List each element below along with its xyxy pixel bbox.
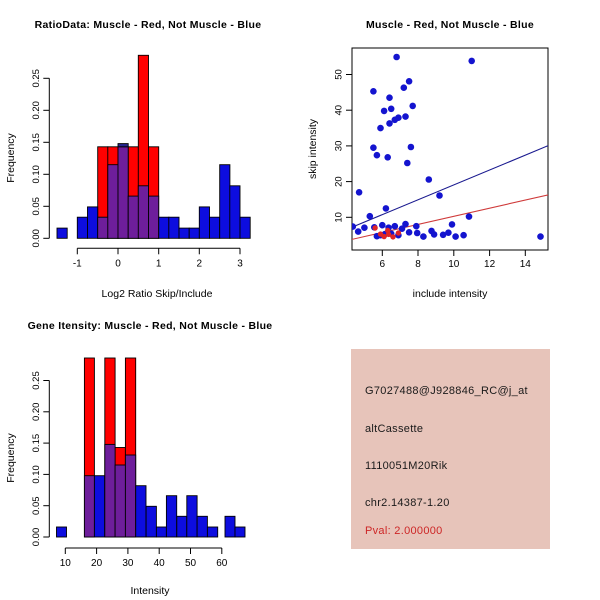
scatter-point-notmuscle bbox=[355, 228, 362, 235]
hist-bar-notmuscle bbox=[94, 476, 104, 537]
y-tick-label: 0.00 bbox=[30, 527, 42, 547]
hist-bar-notmuscle bbox=[240, 217, 250, 238]
hist-bar-notmuscle bbox=[57, 527, 67, 537]
hist-bar-notmuscle bbox=[77, 217, 87, 238]
locus-text: chr2.14387-1.20 bbox=[365, 497, 450, 509]
hist-bar-notmuscle bbox=[159, 217, 169, 238]
x-tick-label: 10 bbox=[59, 558, 71, 569]
scatter-point-notmuscle bbox=[377, 125, 384, 132]
hist-bar-notmuscle bbox=[166, 496, 176, 537]
scatter-point-notmuscle bbox=[384, 154, 391, 161]
hist-bar-notmuscle bbox=[235, 527, 245, 537]
scatter-point-notmuscle bbox=[431, 231, 438, 238]
hist-bar-notmuscle bbox=[169, 217, 179, 238]
y-tick-label: 0.10 bbox=[30, 465, 42, 484]
y-tick-label: 40 bbox=[333, 104, 345, 116]
scatter-ylabel: skip intensity bbox=[307, 118, 319, 180]
hist-bar-notmuscle bbox=[57, 228, 67, 238]
scatter-point-notmuscle bbox=[468, 58, 475, 65]
x-tick-label: 10 bbox=[448, 259, 460, 270]
y-tick-label: 0.10 bbox=[30, 165, 42, 184]
hist-bar-overlap bbox=[128, 196, 138, 238]
scatter-point-notmuscle bbox=[452, 233, 459, 240]
scatter-point-notmuscle bbox=[361, 224, 368, 231]
hist-bar-notmuscle bbox=[88, 207, 98, 238]
x-tick-label: 6 bbox=[379, 259, 386, 270]
x-tick-label: 2 bbox=[196, 258, 203, 270]
scatter-point-notmuscle bbox=[409, 103, 416, 110]
gene-symbol-text: 1110051M20Rik bbox=[365, 460, 448, 472]
scatter-point-notmuscle bbox=[413, 223, 420, 230]
hist-bar-overlap bbox=[138, 186, 148, 239]
scatter-point-notmuscle bbox=[383, 205, 390, 212]
panel-gene-histogram bbox=[0, 300, 300, 600]
ratio-hist-bars bbox=[57, 55, 250, 238]
pval-text: Pval: 2.000000 bbox=[365, 525, 443, 537]
scatter-point-muscle bbox=[390, 234, 395, 239]
hist-bar-overlap bbox=[105, 444, 115, 537]
gene-hist-title: Gene Itensity: Muscle - Red, Not Muscle - Blue bbox=[27, 320, 273, 332]
probe-id-text: G7027488@J928846_RC@j_at bbox=[365, 385, 528, 397]
scatter-point-notmuscle bbox=[404, 160, 411, 167]
scatter-plot-area bbox=[350, 54, 549, 240]
x-tick-label: 40 bbox=[153, 558, 165, 569]
panel-scatter bbox=[300, 0, 600, 300]
scatter-point-notmuscle bbox=[386, 94, 393, 101]
scatter-point-notmuscle bbox=[402, 113, 409, 120]
y-tick-label: 0.25 bbox=[30, 371, 42, 390]
scatter-title: Muscle - Red, Not Muscle - Blue bbox=[366, 19, 534, 31]
y-tick-label: 20 bbox=[333, 176, 345, 187]
x-tick-label: 12 bbox=[484, 259, 496, 270]
scatter-point-notmuscle bbox=[393, 54, 400, 61]
y-tick-label: 0.20 bbox=[30, 101, 42, 120]
scatter-point-notmuscle bbox=[392, 223, 399, 230]
hist-bar-notmuscle bbox=[225, 516, 235, 537]
scatter-point-notmuscle bbox=[370, 88, 377, 95]
scatter-point-notmuscle bbox=[414, 230, 421, 237]
y-tick-label: 50 bbox=[333, 69, 345, 80]
hist-bar-notmuscle bbox=[197, 516, 207, 537]
scatter-point-notmuscle bbox=[356, 189, 363, 196]
scatter-point-notmuscle bbox=[350, 223, 357, 230]
y-tick-label: 0.05 bbox=[30, 197, 42, 216]
gene-hist-bars bbox=[57, 358, 246, 537]
x-tick-label: 1 bbox=[155, 258, 162, 270]
hist-bar-overlap bbox=[84, 476, 94, 537]
scatter-point-muscle bbox=[396, 230, 401, 235]
hist-bar-notmuscle bbox=[210, 217, 220, 238]
y-tick-label: 0.15 bbox=[30, 433, 42, 453]
y-tick-label: 0.25 bbox=[30, 69, 42, 88]
x-tick-label: 60 bbox=[216, 558, 228, 569]
scatter-point-notmuscle bbox=[402, 221, 409, 228]
y-tick-label: 30 bbox=[333, 140, 345, 152]
hist-bar-notmuscle bbox=[187, 496, 197, 537]
scatter-point-notmuscle bbox=[367, 213, 374, 220]
scatter-point-notmuscle bbox=[379, 222, 386, 229]
hist-bar-notmuscle bbox=[146, 506, 156, 537]
scatter-point-muscle bbox=[385, 228, 390, 233]
scatter-point-notmuscle bbox=[537, 233, 544, 240]
fit-line-blue bbox=[352, 146, 549, 228]
hist-bar-notmuscle bbox=[189, 228, 199, 238]
scatter-point-notmuscle bbox=[374, 152, 381, 159]
scatter-point-notmuscle bbox=[386, 120, 393, 127]
scatter-point-notmuscle bbox=[426, 176, 433, 183]
scatter-point-notmuscle bbox=[406, 229, 413, 236]
hist-bar-notmuscle bbox=[177, 516, 187, 537]
hist-bar-overlap bbox=[118, 147, 128, 239]
y-tick-label: 0.05 bbox=[30, 496, 42, 515]
y-tick-label: 0.00 bbox=[30, 229, 42, 248]
hist-bar-notmuscle bbox=[230, 186, 240, 239]
hist-bar-notmuscle bbox=[199, 207, 209, 238]
gene-info-panel bbox=[351, 349, 550, 549]
scatter-point-notmuscle bbox=[436, 192, 443, 199]
panel-ratio-histogram bbox=[0, 0, 300, 300]
hist-bar-overlap bbox=[149, 196, 159, 238]
scatter-point-notmuscle bbox=[460, 232, 467, 239]
scatter-point-notmuscle bbox=[445, 229, 452, 236]
gene-hist-ylabel: Frequency bbox=[5, 433, 17, 483]
x-tick-label: 8 bbox=[415, 259, 421, 270]
scatter-point-notmuscle bbox=[381, 108, 388, 115]
scatter-point-notmuscle bbox=[401, 84, 408, 91]
x-tick-label: -1 bbox=[72, 258, 82, 270]
hist-bar-notmuscle bbox=[156, 527, 166, 537]
gene-hist-xlabel: Intensity bbox=[130, 585, 170, 597]
scatter-xlabel: include intensity bbox=[412, 288, 488, 300]
x-tick-label: 14 bbox=[519, 259, 531, 270]
scatter-point-notmuscle bbox=[406, 78, 413, 85]
hist-bar-notmuscle bbox=[207, 527, 217, 537]
scatter-point-notmuscle bbox=[388, 106, 395, 113]
y-tick-label: 0.15 bbox=[30, 133, 42, 152]
hist-bar-overlap bbox=[108, 165, 118, 239]
scatter-point-notmuscle bbox=[449, 221, 456, 228]
x-tick-label: 30 bbox=[122, 558, 134, 569]
y-tick-label: 0.20 bbox=[30, 402, 42, 422]
hist-bar-overlap bbox=[98, 217, 108, 238]
plot-box bbox=[352, 48, 548, 250]
ratio-hist-ylabel: Frequency bbox=[5, 133, 17, 183]
ratio-hist-xlabel: Log2 Ratio Skip/Include bbox=[101, 288, 213, 300]
ratio-hist-title: RatioData: Muscle - Red, Not Muscle - Blue bbox=[34, 19, 262, 31]
scatter-point-notmuscle bbox=[370, 144, 377, 151]
hist-bar-notmuscle bbox=[220, 165, 230, 239]
x-tick-label: 50 bbox=[184, 558, 197, 569]
scatter-point-notmuscle bbox=[466, 213, 473, 220]
hist-bar-notmuscle bbox=[179, 228, 189, 238]
scatter-point-notmuscle bbox=[420, 233, 427, 240]
x-tick-label: 0 bbox=[115, 258, 121, 270]
x-tick-label: 20 bbox=[91, 558, 103, 569]
x-tick-label: 3 bbox=[237, 258, 243, 270]
hist-bar-overlap-cap bbox=[118, 144, 128, 147]
hist-bar-overlap bbox=[115, 465, 125, 537]
hist-bar-overlap bbox=[125, 455, 135, 537]
hist-bar-notmuscle bbox=[136, 486, 146, 537]
y-tick-label: 10 bbox=[333, 212, 345, 223]
splice-type-text: altCassette bbox=[365, 423, 424, 435]
scatter-point-notmuscle bbox=[408, 144, 415, 151]
scatter-point-muscle bbox=[372, 225, 377, 230]
